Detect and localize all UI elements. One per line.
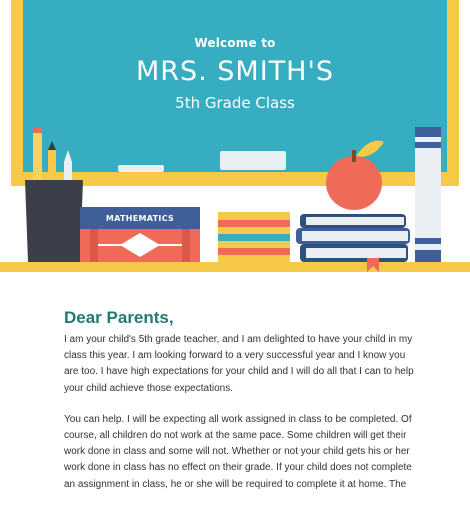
welcome-text: Welcome to: [194, 36, 276, 50]
teacher-name: MRS. SMITH'S: [135, 56, 335, 87]
pencil-cup: [25, 180, 83, 262]
letter-paragraph: I am your child's 5th grade teacher, and I am delighted to have your child in my class this year. I am looking forward to a very successful year and I know you are too. I have high expectations for your child and I will do all that I can to help your child achieve those expectations.: [64, 334, 414, 394]
math-book-label: MATHEMATICS: [105, 214, 175, 223]
class-name: 5th Grade Class: [175, 94, 295, 112]
chalk-stick: [118, 165, 164, 172]
letter-body: [64, 308, 414, 508]
eraser: [220, 151, 286, 170]
apple-icon: [326, 156, 382, 210]
greeting-heading: Dear Parents,: [64, 308, 174, 327]
letter-paragraph: You can help. I will be expecting all work assigned in class to be completed. Of course, all children do not work at the same pace. Some children will get their work done in class and some will not. Whether or not your child gets his or her work done in class has no effect on their grade. If your child does not complete an assignment in class, he or she will be required to complete it at home. The: [64, 413, 412, 490]
shelf: [0, 262, 470, 272]
chalkboard-text: [0, 0, 470, 140]
